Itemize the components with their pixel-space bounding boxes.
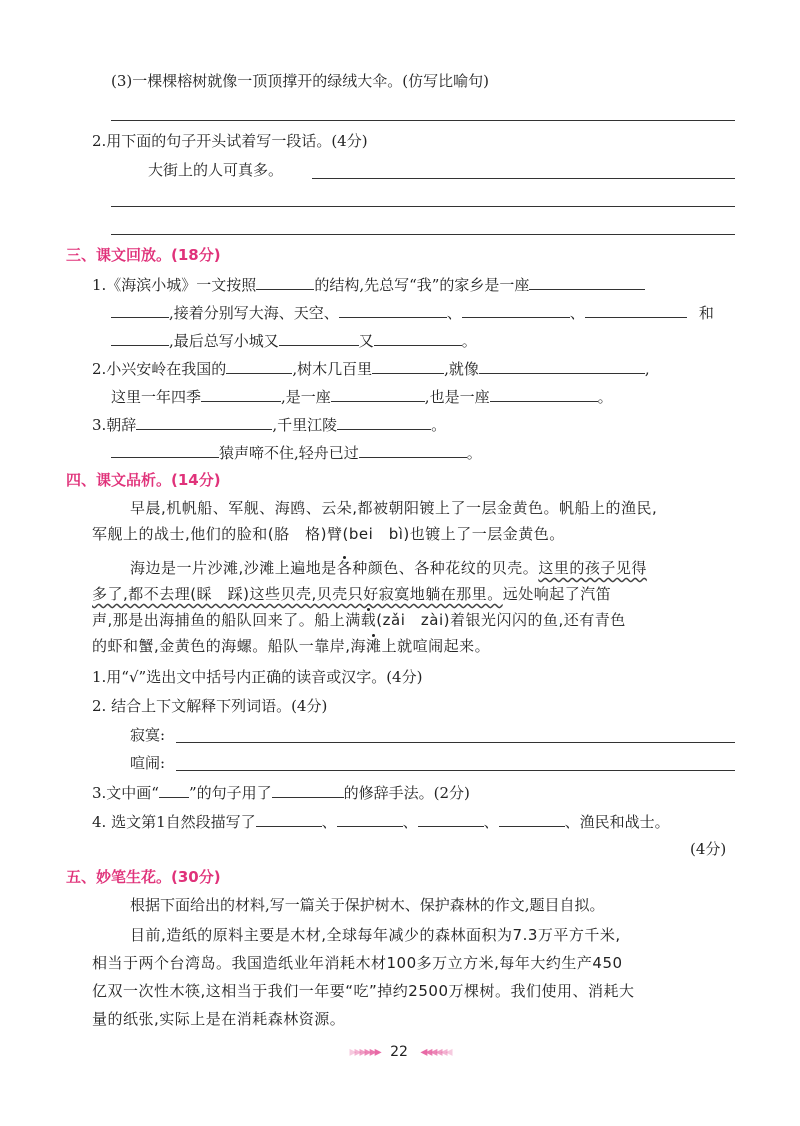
answer-line[interactable] xyxy=(176,770,735,771)
blank[interactable] xyxy=(372,357,444,374)
page-number: 22 xyxy=(390,1044,408,1060)
blank[interactable] xyxy=(272,781,344,798)
question-line: 3.朝辞 ,千里江陵 。 xyxy=(92,413,446,436)
question-text: (3)一棵棵榕树就像一顶顶撑开的绿绒大伞。(仿写比喻句) xyxy=(111,72,489,90)
blank[interactable] xyxy=(585,301,687,318)
answer-line[interactable] xyxy=(111,234,735,235)
blank[interactable] xyxy=(201,385,281,402)
blank[interactable] xyxy=(359,441,467,458)
blank[interactable] xyxy=(339,301,447,318)
question-line: 2.小兴安岭在我国的 ,树木几百里 ,就像 , xyxy=(92,357,650,380)
section-title: 五、妙笔生花。(30分) xyxy=(66,868,221,886)
question-line: ,接着分别写大海、天空、 、 、 和 xyxy=(111,301,714,324)
blank[interactable] xyxy=(499,810,565,827)
material-line: 亿双一次性木筷,这相当于我们一年要“吃”掉约2500万棵树。我们使用、消耗大 xyxy=(92,982,635,1000)
blank[interactable] xyxy=(331,385,425,402)
blank[interactable] xyxy=(337,810,403,827)
blank[interactable] xyxy=(256,810,322,827)
blank[interactable] xyxy=(111,301,169,318)
question-text: 2. 结合上下文解释下列词语。(4分) xyxy=(92,697,328,715)
material-line: 量的纸张,实际上是在消耗森林资源。 xyxy=(92,1010,346,1028)
blank[interactable] xyxy=(490,385,598,402)
passage-line: 多了,都不去理(睬 踩)这些贝壳,贝壳只好寂寞地躺在那里。远处响起了汽笛 xyxy=(92,585,612,603)
blank[interactable] xyxy=(111,329,169,346)
passage-line: 军舰上的战士,他们的脸和(胳 格)臂(bei bì)也镀上了一层金黄色。 xyxy=(92,525,565,543)
question-text: 1.用“√”选出文中括号内正确的读音或汉字。(4分) xyxy=(92,668,423,686)
question-line: ,最后总写小城又 又 。 xyxy=(111,329,477,352)
instruction-text: 根据下面给出的材料,写一篇关于保护树木、保护森林的作文,题目自拟。 xyxy=(130,896,605,914)
passage-line: 早晨,机帆船、军舰、海鸥、云朵,都被朝阳镀上了一层金黄色。帆船上的渔民, xyxy=(130,499,658,517)
material-line: 相当于两个台湾岛。我国造纸业年消耗木材100多万立方米,每年大约生产450 xyxy=(92,954,623,972)
answer-line[interactable] xyxy=(111,120,735,121)
arrow-right-icon: ▸▸▸▸▸▸ xyxy=(349,1044,380,1060)
blank[interactable] xyxy=(462,301,570,318)
blank[interactable] xyxy=(279,329,359,346)
question-line: 猿声啼不住,轻舟已过 。 xyxy=(111,441,482,464)
blank[interactable] xyxy=(418,810,484,827)
passage-line: 声,那是出海捕鱼的船队回来了。船上满载(zǎi zài)着银光闪闪的鱼,还有青色 xyxy=(92,611,626,629)
arrow-left-icon: ◂◂◂◂◂◂ xyxy=(420,1044,451,1060)
page-footer xyxy=(0,1044,800,1060)
section-title: 三、课文回放。(18分) xyxy=(66,246,221,264)
blank[interactable] xyxy=(529,273,645,290)
question-line: 这里一年四季 ,是一座 ,也是一座 。 xyxy=(111,385,613,408)
section-title: 四、课文品析。(14分) xyxy=(66,471,221,489)
material-line: 目前,造纸的原料主要是木材,全球每年减少的森林面积为7.3万平方千米, xyxy=(130,926,621,944)
blank[interactable] xyxy=(256,273,314,290)
question-line: 1.《海滨小城》一文按照 的结构,先总写“我”的家乡是一座 xyxy=(92,273,645,296)
blank[interactable] xyxy=(479,357,645,374)
blank[interactable] xyxy=(111,441,219,458)
answer-line[interactable] xyxy=(111,206,735,207)
answer-line[interactable] xyxy=(312,178,735,179)
question-text: 大街上的人可真多。 xyxy=(148,161,284,179)
passage-line: 的虾和蟹,金黄色的海螺。船队一靠岸,海滩上就喧闹起来。 xyxy=(92,637,491,655)
question-text: 2.用下面的句子开头试着写一段话。(4分) xyxy=(92,132,368,150)
word-label: 寂寞: xyxy=(130,726,166,744)
question-line: 3.文中画“ ”的句子用了 的修辞手法。(2分) xyxy=(92,781,470,804)
score-label: (4分) xyxy=(690,840,727,858)
question-line: 4. 选文第1自然段描写了 、 、 、 、渔民和战士。 xyxy=(92,810,670,833)
blank[interactable] xyxy=(136,413,272,430)
blank[interactable] xyxy=(337,413,431,430)
word-label: 喧闹: xyxy=(130,754,166,772)
blank[interactable] xyxy=(374,329,462,346)
answer-line[interactable] xyxy=(176,742,735,743)
blank[interactable] xyxy=(226,357,292,374)
blank xyxy=(159,781,189,798)
passage-line: 海边是一片沙滩,沙滩上遍地是各种颜色、各种花纹的贝壳。这里的孩子见得 xyxy=(130,559,647,577)
